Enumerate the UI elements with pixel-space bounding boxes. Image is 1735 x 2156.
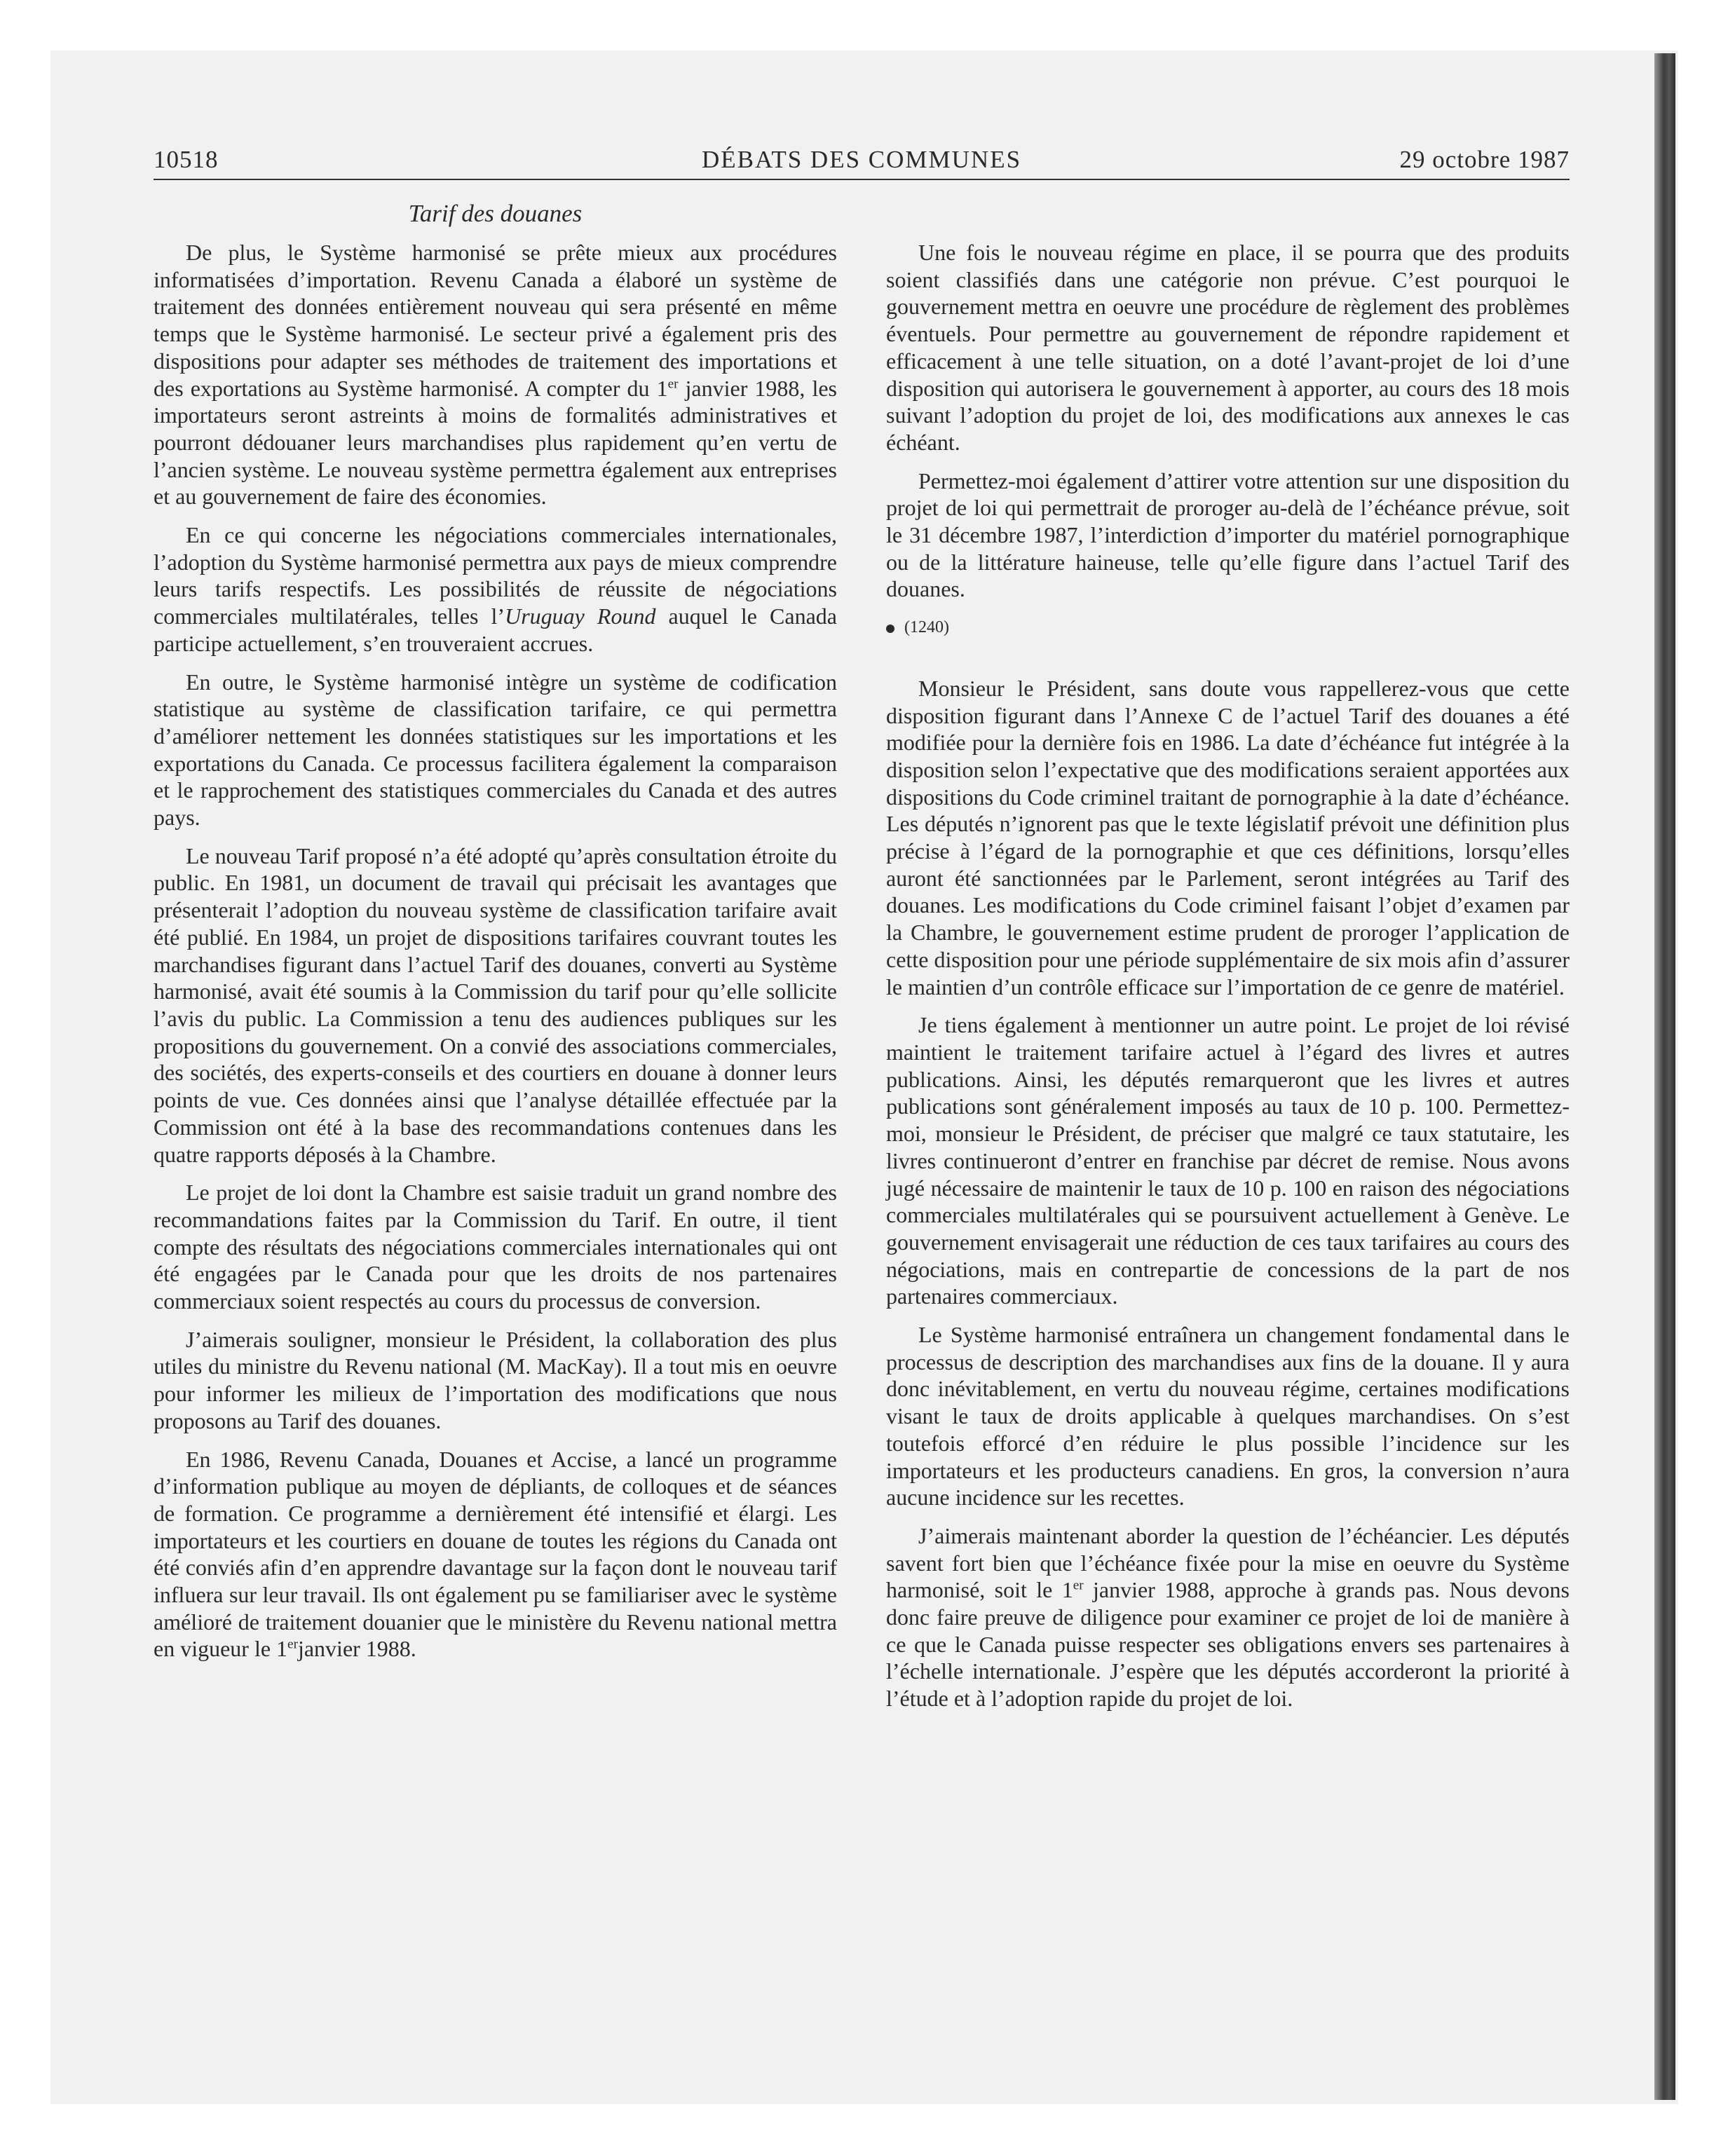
paragraph: Une fois le nouveau régime en place, il se pourra que des produits soient classifiés dans une catégorie non prévue. C’est pourquoi le gouvernement mettra en oeuvre une procédure de règlement des problèmes éventuels. Pour permettre au gouvernement de répondre rapidement et efficacement à une telle situation, on a doté l’avant-projet de loi d’une disposition qui autorisera le gouvernement à apporter, au cours des 18 mois suivant l’adoption du projet de loi, des modifications aux annexes le cas échéant.: [886, 240, 1570, 455]
binding-edge: [1654, 53, 1675, 2100]
paragraph: En ce qui concerne les négociations commerciales internationales, l’adoption du Système harmonisé permettra aux pays de mieux comprendre leurs tarifs respectifs. Les possibilités de réussite de négociations commerciales multilatérales, telles l’Uruguay Round auquel le Canada participe actuellement, s’en trouveraient accrues.: [154, 522, 838, 656]
paragraph: Le nouveau Tarif proposé n’a été adopté qu’après consultation étroite du public. En 1981, un document de travail qui précisait les avantages que présenterait l’adoption du nouveau système de classification tarifaire avait été publié. En 1984, un projet de dispositions tarifaires couvrant toutes les marchandises figurant dans l’actuel Tarif des douanes, converti au Système harmonisé, avait été soumis à la Commission du tarif pour qu’elle sollicite l’avis du public. La Commission a tenu des audiences publiques sur les propositions du gouvernement. On a convié des associations commerciales, des sociétés, des experts-conseils et des courtiers en douane à donner leurs points de vue. Ces données ainsi que l’analyse détaillée effectuée par la Commission ont été à la base des recommandations contenues dans les quatre rapports déposés à la Chambre.: [154, 842, 837, 1167]
page-header: [154, 146, 1570, 181]
section-title: Tarif des douanes: [408, 200, 583, 227]
paragraph: Le Système harmonisé entraînera un changement fondamental dans le processus de description des marchandises aux fins de la douane. Il y aura donc inévitablement, en vertu du nouveau régime, certaines modifications visant le taux de droits applicable à quelques marchandises. On s’est toutefois efforcé d’en réduire le plus possible l’incidence sur les importateurs et les producteurs canadiens. En gros, la conversion n’aura aucune incidence sur les recettes.: [886, 1322, 1570, 1510]
left-column: [154, 239, 837, 1674]
right-column: [886, 239, 1570, 1724]
page-number: 10518: [154, 146, 219, 173]
header-rule: [154, 179, 1570, 180]
paragraph: En 1986, Revenu Canada, Douanes et Accise, a lancé un programme d’information publique au moyen de dépliants, de colloques et de séances de formation. Ce programme a dernièrement été intensifié et élargi. Les importateurs et les courtiers en douane de toutes les régions du Canada ont été conviés afin d’en apprendre davantage sur la façon dont le nouveau tarif influera sur leur travail. Ils ont également pu se familiariser avec le système amélioré de traitement douanier que le ministère du Revenu national mettra en vigueur le 1erjanvier 1988.: [154, 1446, 837, 1662]
time-marker: (1240): [886, 614, 1570, 641]
paragraph: Monsieur le Président, sans doute vous rappellerez-vous que cette disposition figurant dans l’Annexe C de l’actuel Tarif des douanes a été modifiée pour la dernière fois en 1986. La date d’échéance fut intégrée à la disposition selon l’expectative que des modifications seraient apportées aux dispositions du Code criminel traitant de pornographie à la date d’échéance. Les députés n’ignorent pas que le texte législatif prévoit une définition plus précise à l’égard de la pornographie et que ces définitions, lorsqu’elles auront été sanctionnées par le Parlement, seront intégrées au Tarif des douanes. Les modifications du Code criminel faisant l’objet d’examen par la Chambre, le gouvernement estime prudent de proroger l’application de cette disposition pour une période supplémentaire de six mois afin d’assurer le maintien d’un contrôle efficace sur l’importation de ce genre de matériel.: [886, 675, 1570, 999]
paragraph: Le projet de loi dont la Chambre est saisie traduit un grand nombre des recommandations faites par la Commission du Tarif. En outre, il tient compte des résultats des négociations commerciales internationales qui ont été engagées par le Canada pour que les droits de nos partenaires commerciaux soient respectés au cours du processus de conversion.: [154, 1180, 837, 1314]
publication-title: DÉBATS DES COMMUNES: [701, 146, 1022, 173]
uruguay-round: Uruguay Round: [505, 603, 656, 629]
header-date: 29 octobre 1987: [1399, 146, 1570, 173]
bullet-icon: [886, 625, 894, 633]
paragraph: Permettez-moi également d’attirer votre attention sur une disposition du projet de loi qui permettrait de proroger au-delà de l’échéance prévue, soit le 31 décembre 1987, l’interdiction d’importer du matériel pornographique ou de la littérature haineuse, telle qu’elle figure dans l’actuel Tarif des douanes.: [886, 468, 1570, 602]
paragraph: De plus, le Système harmonisé se prête mieux aux procédures informatisées d’importation. Revenu Canada a élaboré un système de traitement des données entièrement nouveau qui sera présenté en même temps que le Système harmonisé. Le secteur privé a également pris des dispositions pour adapter ses méthodes de traitement des importations et des exportations au Système harmonisé. A compter du 1er janvier 1988, les importateurs seront astreints à moins de formalités administratives et pourront dédouaner leurs marchandises plus rapidement qu’en vertu de l’ancien système. Le nouveau système permettra également aux entreprises et au gouvernement de faire des économies.: [154, 240, 838, 510]
paragraph: J’aimerais maintenant aborder la question de l’échéancier. Les députés savent fort bien que l’échéance fixée pour la mise en oeuvre du Système harmonisé, soit le 1er janvier 1988, approche à grands pas. Nous devons donc faire preuve de diligence pour examiner ce projet de loi de manière à ce que le Canada puisse respecter ses obligations envers ses partenaires à l’échelle internationale. J’espère que les députés accorderont la priorité à l’étude et à l’adoption rapide du projet de loi.: [886, 1522, 1570, 1712]
paragraph: J’aimerais souligner, monsieur le Président, la collaboration des plus utiles du ministre du Revenu national (M. MacKay). Il a tout mis en oeuvre pour informer les milieux de l’importation des modifications que nous proposons au Tarif des douanes.: [154, 1326, 837, 1433]
paragraph: En outre, le Système harmonisé intègre un système de codification statistique au système de classification tarifaire, ce qui permettra d’améliorer nettement les données statistiques sur les importations et les exportations du Canada. Ce processus facilitera également la comparaison et le rapprochement des statistiques commerciales du Canada et des autres pays.: [154, 669, 837, 831]
paragraph: Je tiens également à mentionner un autre point. Le projet de loi révisé maintient le traitement tarifaire actuel à l’égard des livres et autres publications. Ainsi, les députés remarqueront que les livres et autres publications sont généralement imposés au taux de 10 p. 100. Permettez-moi, monsieur le Président, de préciser que malgré ce taux statutaire, les livres continueront d’entrer en franchise par décret de remise. Nous avons jugé nécessaire de maintenir le taux de 10 p. 100 en raison des négociations commerciales multilatérales qui se poursuivent actuellement à Genève. Le gouvernement envisagerait une réduction de ces taux tarifaires au cours des négociations, mais en contrepartie de concessions de la part de nos partenaires commerciaux.: [886, 1012, 1570, 1309]
